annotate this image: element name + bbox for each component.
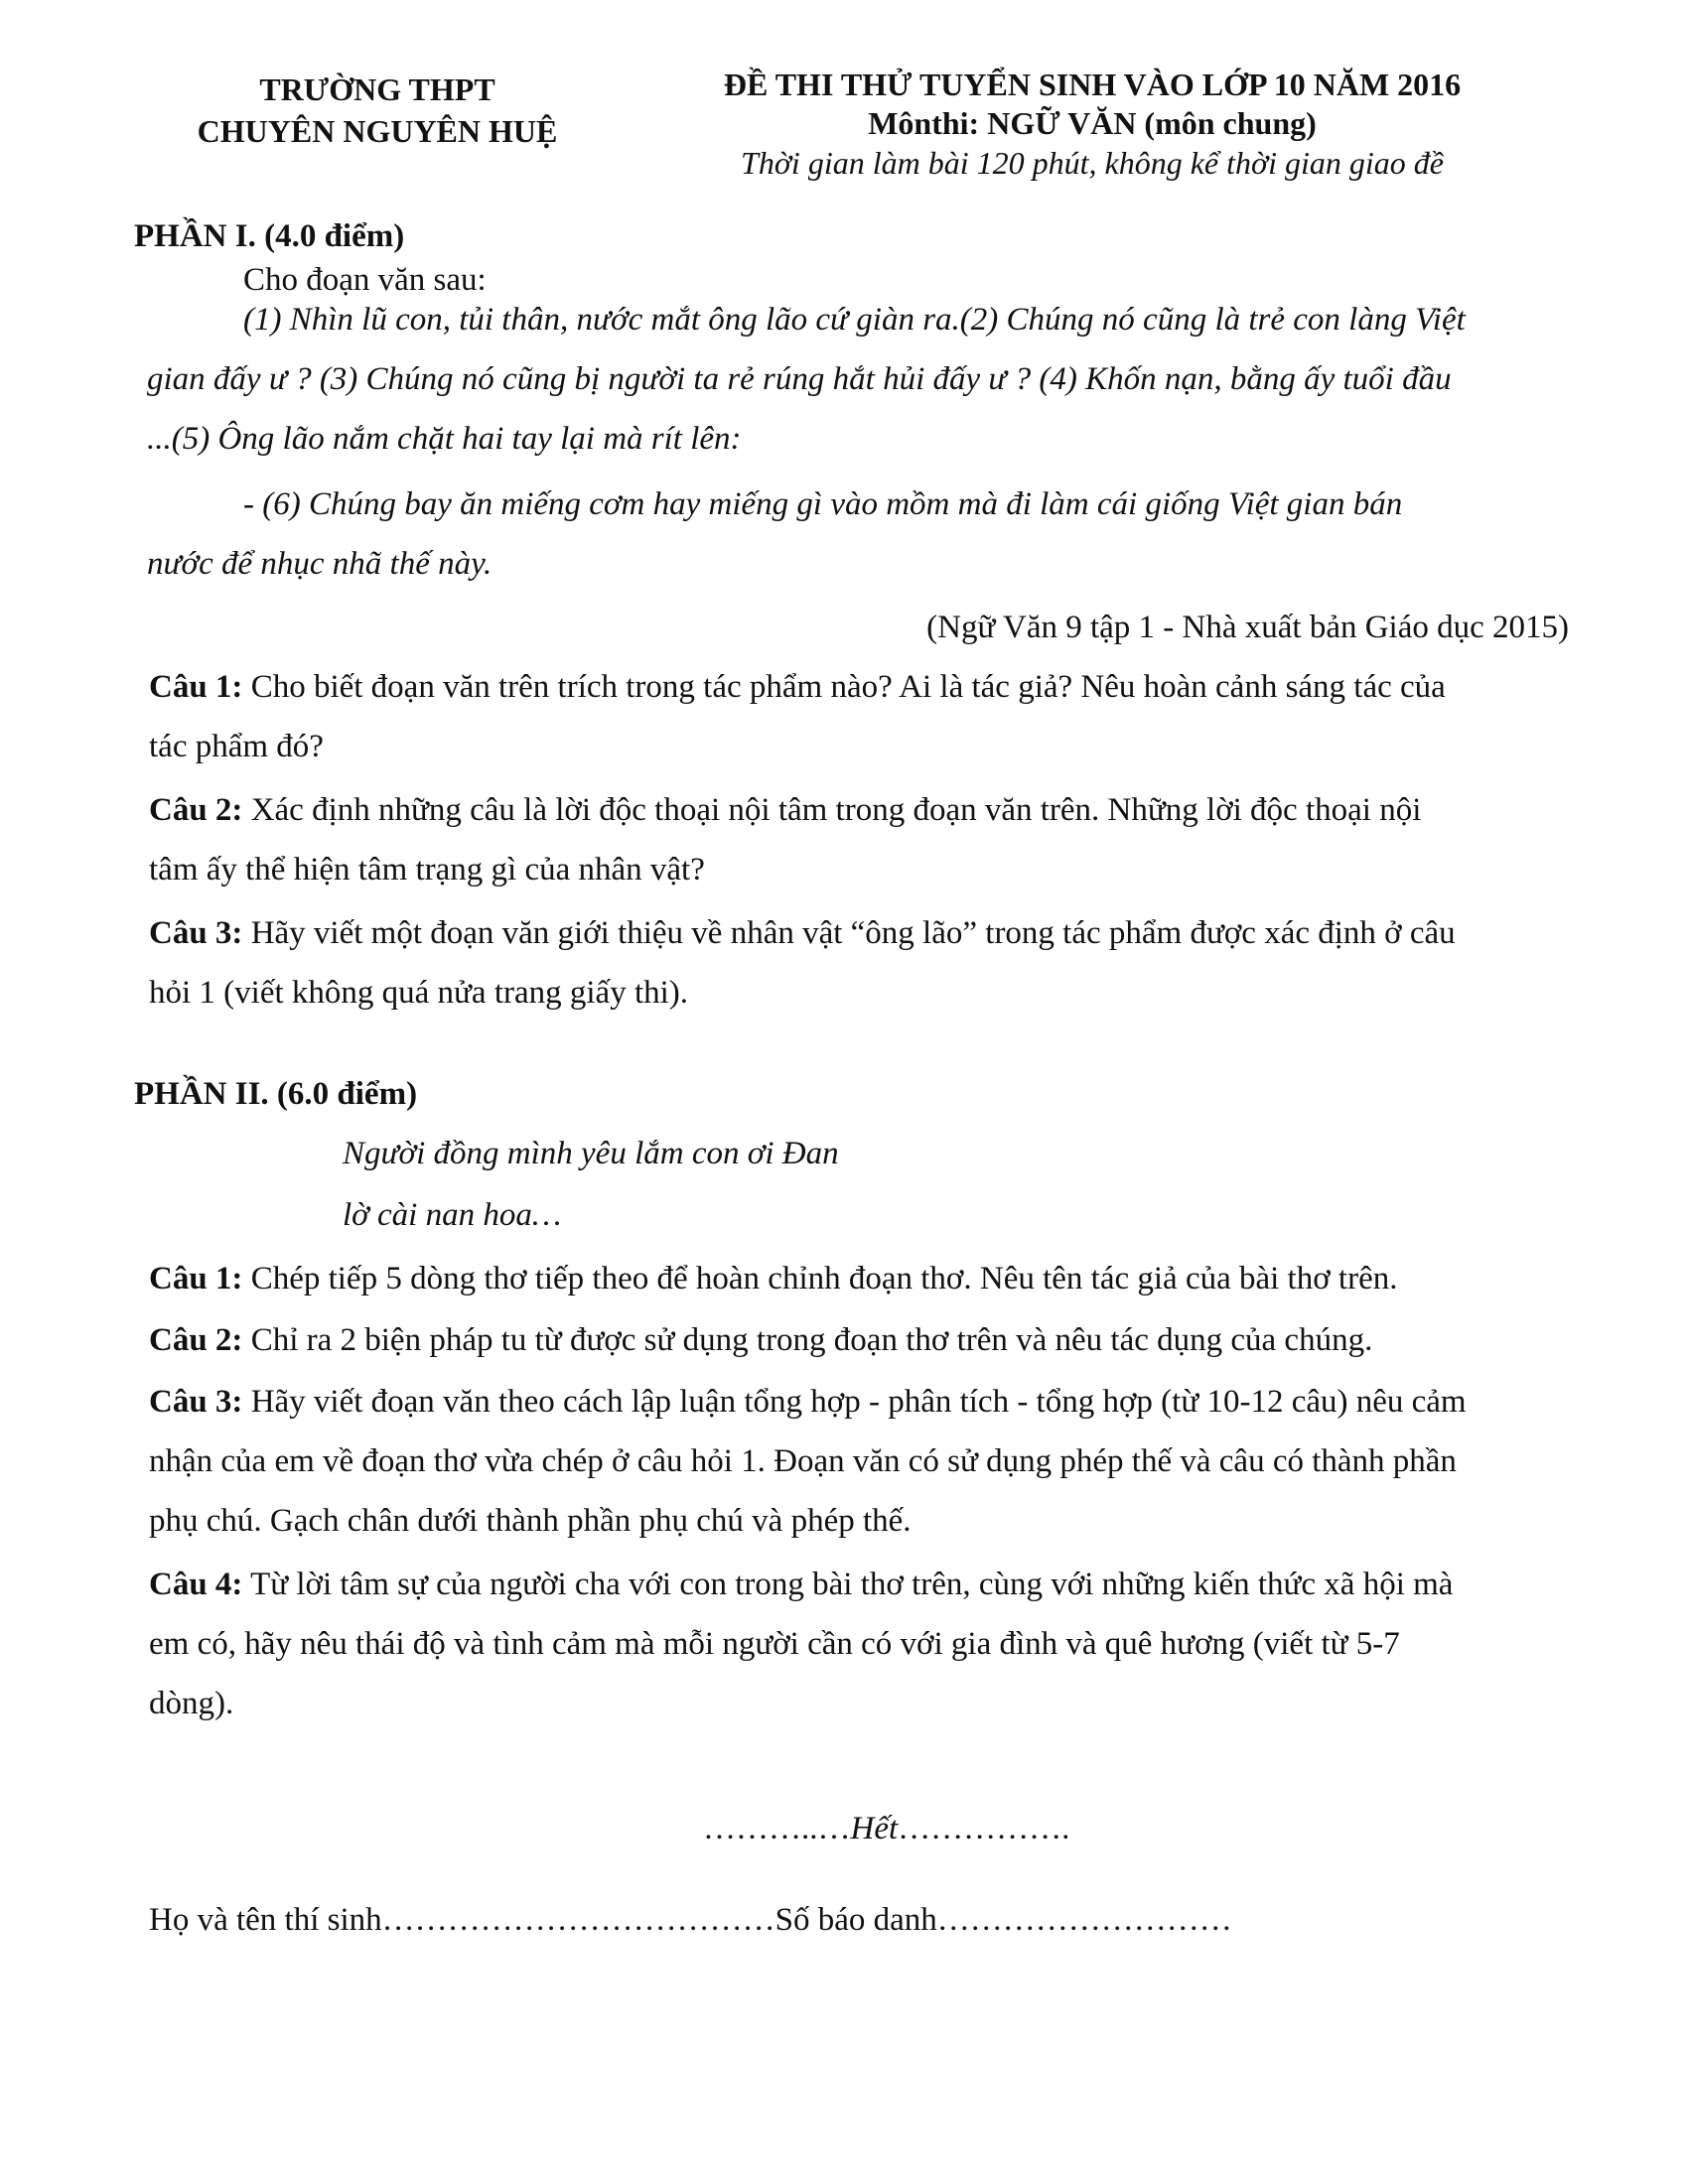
poem-line: Người đồng mình yêu lắm con ơi Đan — [343, 1136, 839, 1171]
school-name-line1: TRƯỜNG THPT — [259, 71, 495, 107]
question-text-continued: tâm ấy thể hiện tâm trạng gì của nhân vật? — [149, 852, 705, 887]
passage-line: gian đấy ư ? (3) Chúng nó cũng bị người ta rẻ rúng hắt hủi đấy ư ? (4) Khốn nạn, bằng ấy tuổi đầu — [147, 361, 1452, 397]
end-word: Hết — [850, 1811, 899, 1846]
question-text: Hãy viết một đoạn văn giới thiệu về nhân vật “ông lão” trong tác phẩm được xác định ở câu — [242, 915, 1456, 951]
question-label: Câu 3: — [149, 1384, 243, 1420]
exam-time-note: Thời gian làm bài 120 phút, không kể thời gian giao đề — [741, 145, 1444, 181]
exam-title: ĐỀ THI THỬ TUYỂN SINH VÀO LỚP 10 NĂM 2016 — [723, 67, 1462, 102]
passage-source: (Ngữ Văn 9 tập 1 - Nhà xuất bản Giáo dục 2015) — [926, 610, 1569, 645]
question-text: Cho biết đoạn văn trên trích trong tác phẩm nào? Ai là tác giả? Nêu hoàn cảnh sáng tác của — [242, 669, 1446, 705]
question-text-continued: hỏi 1 (viết không quá nửa trang giấy thi). — [149, 975, 689, 1011]
passage-line: ...(5) Ông lão nắm chặt hai tay lại mà rít lên: — [147, 421, 742, 457]
end-dots-right: ……………. — [898, 1811, 1070, 1846]
exam-subject: Mônthi: NGỮ VĂN (môn chung) — [868, 105, 1317, 141]
part1-intro: Cho đoạn văn sau: — [243, 262, 487, 298]
end-dots-left: ………..… — [703, 1811, 851, 1846]
question-text-continued: dòng). — [149, 1686, 234, 1721]
question-text: Từ lời tâm sự của người cha với con trong bài thơ trên, cùng với những kiến thức xã hội mà — [242, 1567, 1454, 1602]
student-info-line: Họ và tên thí sinh………………………………Số báo danh……………………… — [149, 1902, 1232, 1938]
question-text: Chỉ ra 2 biện pháp tu từ được sử dụng trong đoạn thơ trên và nêu tác dụng của chúng. — [242, 1322, 1373, 1358]
part2-heading: PHẦN II. (6.0 điểm) — [134, 1076, 418, 1112]
part1-question-2 — [149, 790, 1421, 830]
question-text-continued: tác phẩm đó? — [149, 729, 324, 764]
part2-question-1 — [149, 1259, 1397, 1298]
poem-line: lờ cài nan hoa… — [343, 1197, 562, 1233]
passage-line: (1) Nhìn lũ con, tủi thân, nước mắt ông lão cứ giàn ra.(2) Chúng nó cũng là trẻ con làng Việt — [243, 302, 1466, 338]
part1-question-3 — [149, 913, 1456, 953]
part1-question-1 — [149, 667, 1446, 707]
question-label: Câu 1: — [149, 1261, 243, 1297]
question-text: Hãy viết đoạn văn theo cách lập luận tổng hợp - phân tích - tổng hợp (từ 10-12 câu) nêu cảm — [242, 1384, 1467, 1420]
question-label: Câu 2: — [149, 1322, 243, 1358]
part2-question-2 — [149, 1320, 1372, 1360]
part2-question-4 — [149, 1565, 1453, 1604]
question-text: Chép tiếp 5 dòng thơ tiếp theo để hoàn chỉnh đoạn thơ. Nêu tên tác giả của bài thơ trên. — [242, 1261, 1398, 1297]
question-text-continued: nhận của em về đoạn thơ vừa chép ở câu hỏi 1. Đoạn văn có sử dụng phép thế và câu có thành phần — [149, 1443, 1457, 1479]
question-text-continued: em có, hãy nêu thái độ và tình cảm mà mỗi người cần có với gia đình và quê hương (viết từ 5-7 — [149, 1626, 1400, 1662]
passage-line: nước để nhục nhã thế này. — [147, 546, 492, 582]
part2-question-3 — [149, 1382, 1467, 1422]
question-label: Câu 3: — [149, 915, 243, 951]
question-label: Câu 1: — [149, 669, 243, 705]
question-label: Câu 4: — [149, 1567, 243, 1602]
part1-heading: PHẦN I. (4.0 điểm) — [134, 218, 405, 254]
question-label: Câu 2: — [149, 792, 243, 828]
school-name-line2: CHUYÊN NGUYÊN HUỆ — [197, 113, 558, 149]
question-text-continued: phụ chú. Gạch chân dưới thành phần phụ chú và phép thế. — [149, 1503, 912, 1539]
end-marker — [703, 1809, 1069, 1848]
passage-line: - (6) Chúng bay ăn miếng cơm hay miếng gì vào mồm mà đi làm cái giống Việt gian bán — [243, 486, 1403, 522]
question-text: Xác định những câu là lời độc thoại nội tâm trong đoạn văn trên. Những lời độc thoại nội — [242, 792, 1422, 828]
